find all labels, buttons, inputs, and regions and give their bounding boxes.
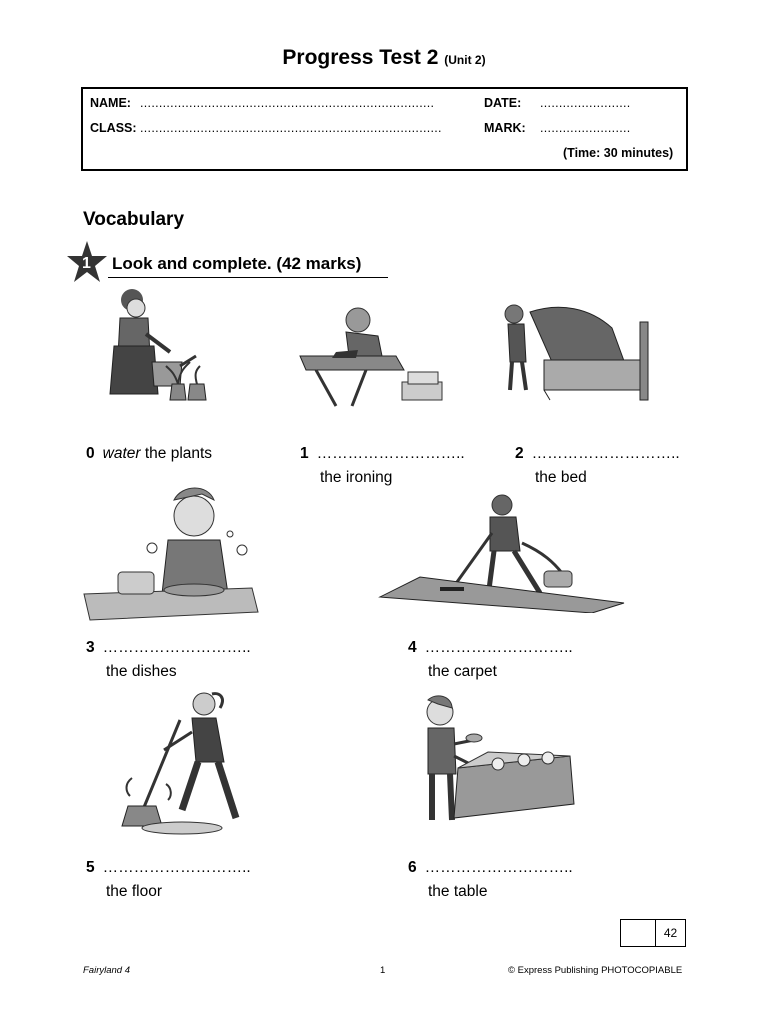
item-0 [86,445,212,463]
exercise-instruction: Look and complete. (42 marks) [112,254,362,273]
exercise-number: 1 [82,255,91,272]
item-number: 5 [86,859,95,876]
section-heading: Vocabulary [83,209,185,230]
footer-book: Fairyland 4 [83,965,130,976]
instruction-underline [108,277,388,278]
title-subtitle: (Unit 2) [444,53,486,67]
item-object: the bed [535,469,587,486]
item-object: the plants [144,445,213,462]
score-total: 42 [663,926,678,940]
item-object: the carpet [428,663,497,680]
making-bed-illustration [500,302,660,402]
date-label: DATE: [484,96,522,110]
item-6 [408,859,573,877]
class-field[interactable]: ................................................................................ [140,121,442,135]
answer-blank[interactable]: ……………………….. [102,639,251,656]
item-number: 3 [86,639,95,656]
setting-table-illustration [418,694,576,834]
example-answer: water [102,445,141,462]
name-label: NAME: [90,96,131,110]
watering-plants-illustration [100,286,220,404]
item-1 [300,445,465,463]
item-number: 4 [408,639,417,656]
item-object: the table [428,883,488,900]
name-field[interactable]: .............................................................................. [140,96,435,110]
mopping-floor-illustration [112,688,252,836]
answer-blank[interactable]: ……………………….. [316,445,465,462]
date-field[interactable]: ........................ [540,96,631,110]
item-number: 2 [515,445,524,462]
item-4 [408,639,573,657]
ironing-illustration [296,300,446,408]
mark-label: MARK: [484,121,526,135]
washing-dishes-illustration [82,484,260,626]
item-object: the ironing [320,469,393,486]
mark-field[interactable]: ........................ [540,121,631,135]
class-label: CLASS: [90,121,137,135]
footer-page-number: 1 [380,965,386,976]
answer-blank[interactable]: ……………………….. [531,445,680,462]
item-object: the dishes [106,663,177,680]
item-number: 0 [86,445,95,462]
vacuuming-carpet-illustration [378,493,628,613]
item-object: the floor [106,883,163,900]
item-3 [86,639,251,657]
score-box [620,919,686,947]
page-title [0,46,768,70]
item-number: 6 [408,859,417,876]
item-5 [86,859,251,877]
answer-blank[interactable]: ……………………….. [424,859,573,876]
answer-blank[interactable]: ……………………….. [424,639,573,656]
item-number: 1 [300,445,309,462]
answer-blank[interactable]: ……………………….. [102,859,251,876]
title-text: Progress Test 2 [282,46,439,69]
footer-copyright: © Express Publishing PHOTOCOPIABLE [508,965,683,976]
item-2 [515,445,680,463]
time-note: (Time: 30 minutes) [563,146,674,160]
score-entry-field[interactable] [621,920,656,946]
